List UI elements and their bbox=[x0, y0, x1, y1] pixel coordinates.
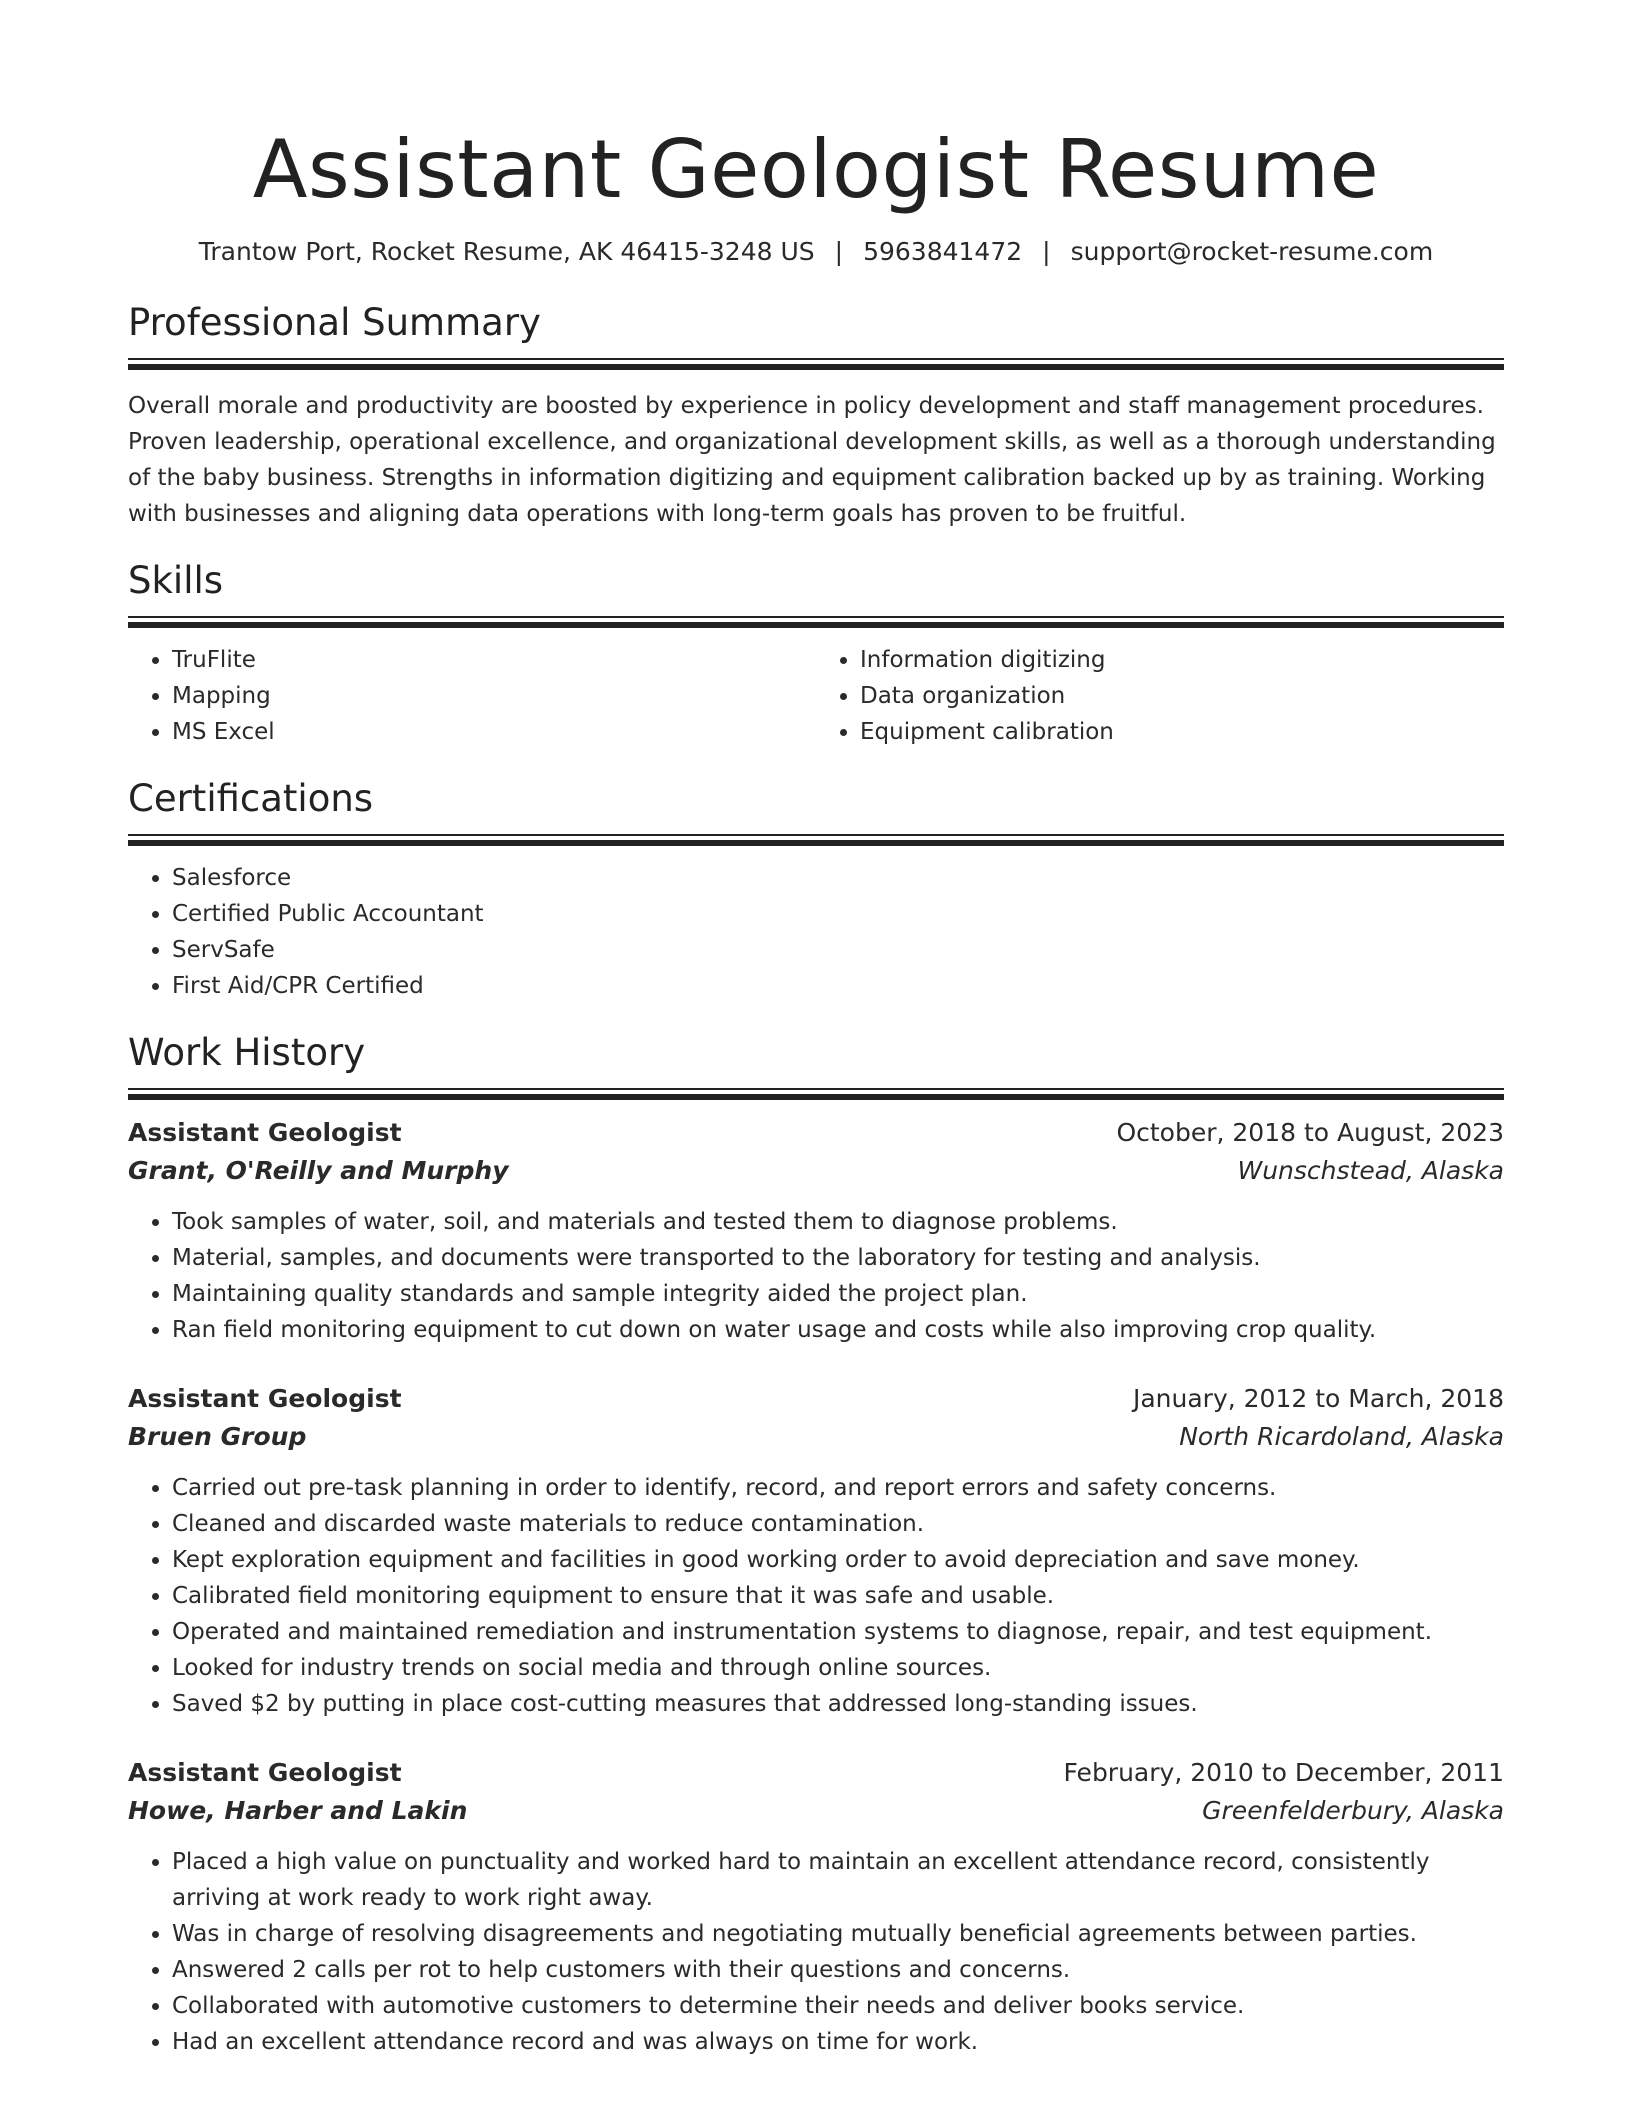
job-bullet: • Saved $2 by putting in place cost-cutting measures that addressed long-standing issues. bbox=[172, 1686, 1504, 1722]
skill-item: • Mapping bbox=[172, 678, 816, 714]
resume-page bbox=[128, 0, 1504, 2060]
job-bullet: • Calibrated field monitoring equipment to ensure that it was safe and usable. bbox=[172, 1578, 1504, 1614]
skill-item: • MS Excel bbox=[172, 714, 816, 750]
section-rule bbox=[128, 1088, 1504, 1100]
page-title: Assistant Geologist Resume bbox=[252, 123, 1380, 216]
job-bullet: • Operated and maintained remediation and instrumentation systems to diagnose, repair, and test equipment. bbox=[172, 1614, 1504, 1650]
job-entry bbox=[128, 1380, 1504, 1722]
job-header-row bbox=[128, 1754, 1504, 1792]
certification-item: • ServSafe bbox=[172, 932, 1504, 968]
job-bullet: • Material, samples, and documents were transported to the laboratory for testing and analysis. bbox=[172, 1240, 1504, 1276]
section-heading-work-history: Work History bbox=[128, 1031, 366, 1074]
skills-section bbox=[128, 558, 1504, 750]
job-company-row bbox=[128, 1792, 1504, 1830]
section-heading-skills: Skills bbox=[128, 559, 224, 602]
skill-item: • Equipment calibration bbox=[860, 714, 1504, 750]
job-location: Greenfelderbury, Alaska bbox=[1202, 1796, 1504, 1825]
certifications-list bbox=[128, 860, 1504, 1004]
job-dates: February, 2010 to December, 2011 bbox=[1063, 1758, 1504, 1787]
contact-separator: | bbox=[1042, 237, 1051, 266]
certification-item: • Salesforce bbox=[172, 860, 1504, 896]
section-heading-summary: Professional Summary bbox=[128, 301, 541, 344]
job-entry bbox=[128, 1754, 1504, 2060]
job-entry bbox=[128, 1114, 1504, 1348]
work-history-section bbox=[128, 1030, 1504, 2060]
job-location: North Ricardoland, Alaska bbox=[1179, 1422, 1504, 1451]
job-title: Assistant Geologist bbox=[128, 1758, 402, 1787]
job-bullet: • Carried out pre-task planning in order to identify, record, and report errors and safety concerns. bbox=[172, 1470, 1504, 1506]
job-dates: January, 2012 to March, 2018 bbox=[1132, 1384, 1504, 1413]
skills-list-left bbox=[128, 642, 816, 750]
contact-phone: 5963841472 bbox=[863, 237, 1023, 266]
job-bullet: • Collaborated with automotive customers to determine their needs and deliver books service. bbox=[172, 1988, 1504, 2024]
skills-grid bbox=[128, 642, 1504, 750]
job-bullet: • Answered 2 calls per rot to help customers with their questions and concerns. bbox=[172, 1952, 1504, 1988]
job-bullet: • Ran field monitoring equipment to cut down on water usage and costs while also improving crop quality. bbox=[172, 1312, 1504, 1348]
section-rule bbox=[128, 616, 1504, 628]
job-bullet: • Was in charge of resolving disagreements and negotiating mutually beneficial agreements between parties. bbox=[172, 1916, 1504, 1952]
certification-item: • First Aid/CPR Certified bbox=[172, 968, 1504, 1004]
skill-item: • Information digitizing bbox=[860, 642, 1504, 678]
job-company: Bruen Group bbox=[128, 1422, 307, 1451]
job-title: Assistant Geologist bbox=[128, 1384, 402, 1413]
job-bullet: • Had an excellent attendance record and was always on time for work. bbox=[172, 2024, 1504, 2060]
job-bullet: • Placed a high value on punctuality and worked hard to maintain an excellent attendance record, consistently arriving at work ready to work right away. bbox=[172, 1844, 1504, 1916]
job-company-row bbox=[128, 1418, 1504, 1456]
job-header-row bbox=[128, 1380, 1504, 1418]
job-bullet: • Cleaned and discarded waste materials to reduce contamination. bbox=[172, 1506, 1504, 1542]
job-bullet: • Kept exploration equipment and facilities in good working order to avoid depreciation and save money. bbox=[172, 1542, 1504, 1578]
job-bullet: • Took samples of water, soil, and materials and tested them to diagnose problems. bbox=[172, 1204, 1504, 1240]
summary-text: Overall morale and productivity are boosted by experience in policy development and staff management procedures. Proven leadership, operational excellence, and organizational development skills, as well as a thorough understanding of the baby business. Strengths in information digitizing and equipment calibration backed up by as training. Working with businesses and aligning data operations with long-term goals has proven to be fruitful. bbox=[128, 393, 1496, 527]
job-company-row bbox=[128, 1152, 1504, 1190]
contact-email: support@rocket-resume.com bbox=[1070, 237, 1434, 266]
job-bullet: • Looked for industry trends on social media and through online sources. bbox=[172, 1650, 1504, 1686]
job-bullets bbox=[128, 1204, 1504, 1348]
section-heading-certifications: Certifications bbox=[128, 777, 374, 820]
job-title: Assistant Geologist bbox=[128, 1118, 402, 1147]
contact-separator: | bbox=[834, 237, 844, 266]
section-rule bbox=[128, 834, 1504, 846]
skills-list-right bbox=[816, 642, 1504, 750]
job-header-row bbox=[128, 1114, 1504, 1152]
summary-section bbox=[128, 300, 1504, 532]
certifications-section bbox=[128, 776, 1504, 1004]
job-bullets bbox=[128, 1470, 1504, 1722]
job-bullet: • Maintaining quality standards and sample integrity aided the project plan. bbox=[172, 1276, 1504, 1312]
skill-item: • TruFlite bbox=[172, 642, 816, 678]
contact-address: Trantow Port, Rocket Resume, AK 46415-3248 US bbox=[198, 237, 815, 266]
certification-item: • Certified Public Accountant bbox=[172, 896, 1504, 932]
job-company: Grant, O'Reilly and Murphy bbox=[128, 1156, 509, 1185]
job-dates: October, 2018 to August, 2023 bbox=[1116, 1118, 1504, 1147]
job-location: Wunschstead, Alaska bbox=[1237, 1156, 1504, 1185]
skill-item: • Data organization bbox=[860, 678, 1504, 714]
job-company: Howe, Harber and Lakin bbox=[128, 1796, 468, 1825]
section-rule bbox=[128, 358, 1504, 370]
job-bullets bbox=[128, 1844, 1504, 2060]
contact-line bbox=[128, 236, 1504, 268]
